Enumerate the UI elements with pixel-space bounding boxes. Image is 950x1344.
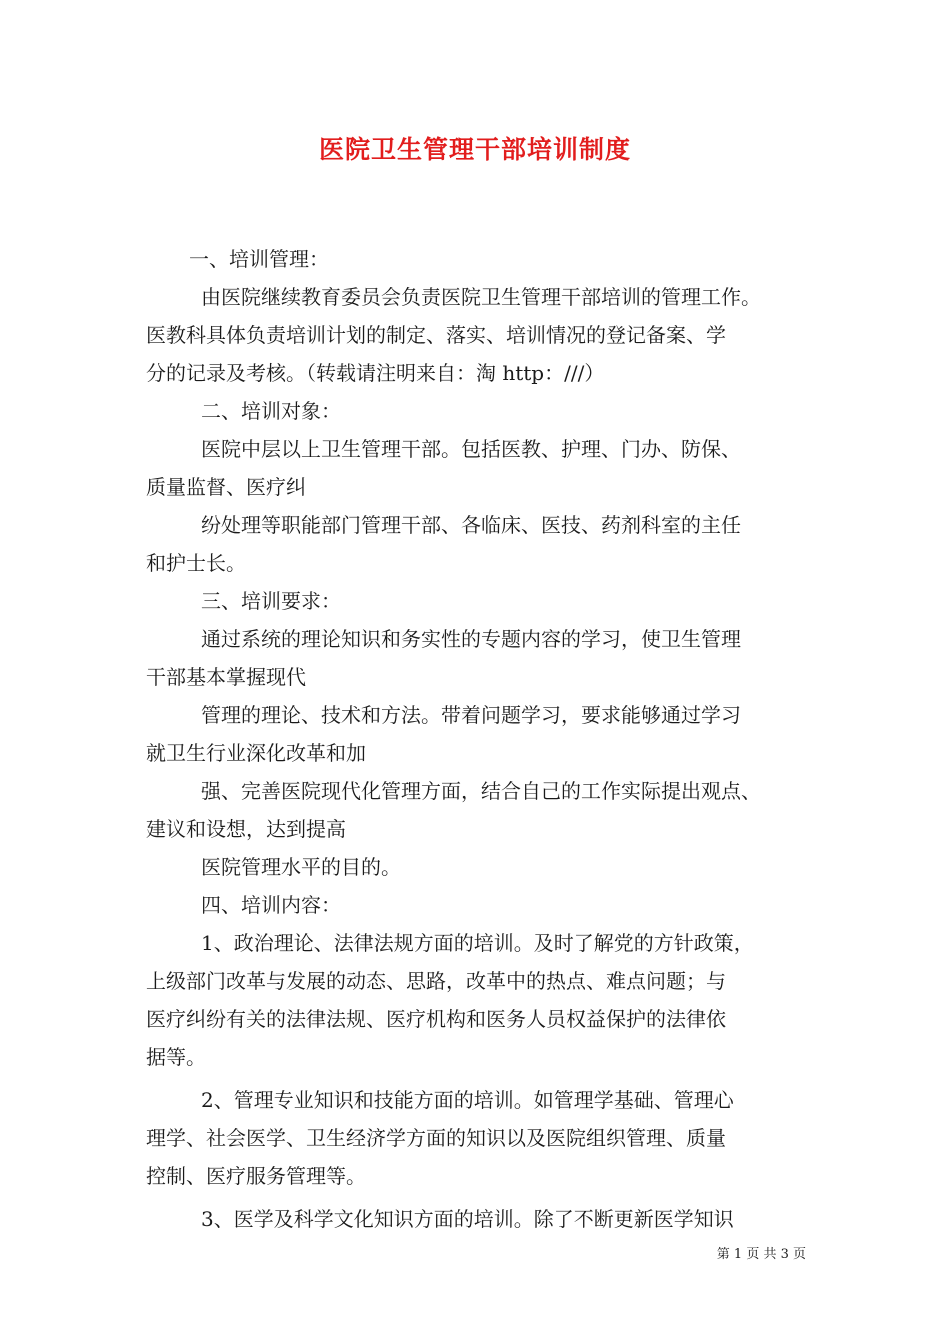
- paragraph-line: 干部基本掌握现代: [146, 665, 306, 689]
- paragraph-line: 1、政治理论、法律法规方面的培训。及时了解党的方针政策，: [201, 931, 754, 955]
- paragraph-line: 就卫生行业深化改革和加: [146, 741, 366, 765]
- paragraph-line: 医院中层以上卫生管理干部。包括医教、护理、门办、防保、: [201, 437, 741, 461]
- paragraph-line: 纷处理等职能部门管理干部、各临床、医技、药剂科室的主任: [201, 513, 741, 537]
- paragraph-line: 建议和设想，达到提高: [146, 817, 346, 841]
- paragraph-line: 上级部门改革与发展的动态、思路，改革中的热点、难点问题；与: [146, 969, 726, 993]
- document-body: [146, 240, 818, 1238]
- paragraph-line: 控制、医疗服务管理等。: [146, 1164, 366, 1188]
- paragraph-line: 强、完善医院现代化管理方面，结合自己的工作实际提出观点、: [201, 779, 761, 803]
- paragraph-line: 2、管理专业知识和技能方面的培训。如管理学基础、管理心: [201, 1088, 734, 1112]
- paragraph-line: 据等。: [146, 1045, 206, 1069]
- paragraph-line: 通过系统的理论知识和务实性的专题内容的学习，使卫生管理: [201, 627, 741, 651]
- paragraph-line: 医疗纠纷有关的法律法规、医疗机构和医务人员权益保护的法律依: [146, 1007, 726, 1031]
- document-title: 医院卫生管理干部培训制度: [318, 135, 631, 164]
- paragraph-line: 二、培训对象：: [201, 399, 341, 423]
- paragraph-line: 管理的理论、技术和方法。带着问题学习，要求能够通过学习: [201, 703, 741, 727]
- paragraph-line: 医教科具体负责培训计划的制定、落实、培训情况的登记备案、学: [146, 323, 726, 347]
- paragraph-line: 医院管理水平的目的。: [201, 855, 401, 879]
- paragraph-line: 由医院继续教育委员会负责医院卫生管理干部培训的管理工作。: [201, 285, 761, 309]
- paragraph-line: 一、培训管理：: [189, 247, 329, 271]
- paragraph-line: 分的记录及考核。（转载请注明来自：淘 http：///）: [146, 361, 605, 385]
- paragraph-line: 四、培训内容：: [201, 893, 341, 917]
- paragraph-line: 三、培训要求：: [201, 589, 341, 613]
- paragraph-line: 质量监督、医疗纠: [146, 475, 306, 499]
- paragraph-line: 3、医学及科学文化知识方面的培训。除了不断更新医学知识: [201, 1207, 734, 1231]
- paragraph-line: 和护士长。: [146, 551, 246, 575]
- page-number: 第 1 页 共 3 页: [716, 1247, 806, 1262]
- paragraph-line: 理学、社会医学、卫生经济学方面的知识以及医院组织管理、质量: [146, 1126, 726, 1150]
